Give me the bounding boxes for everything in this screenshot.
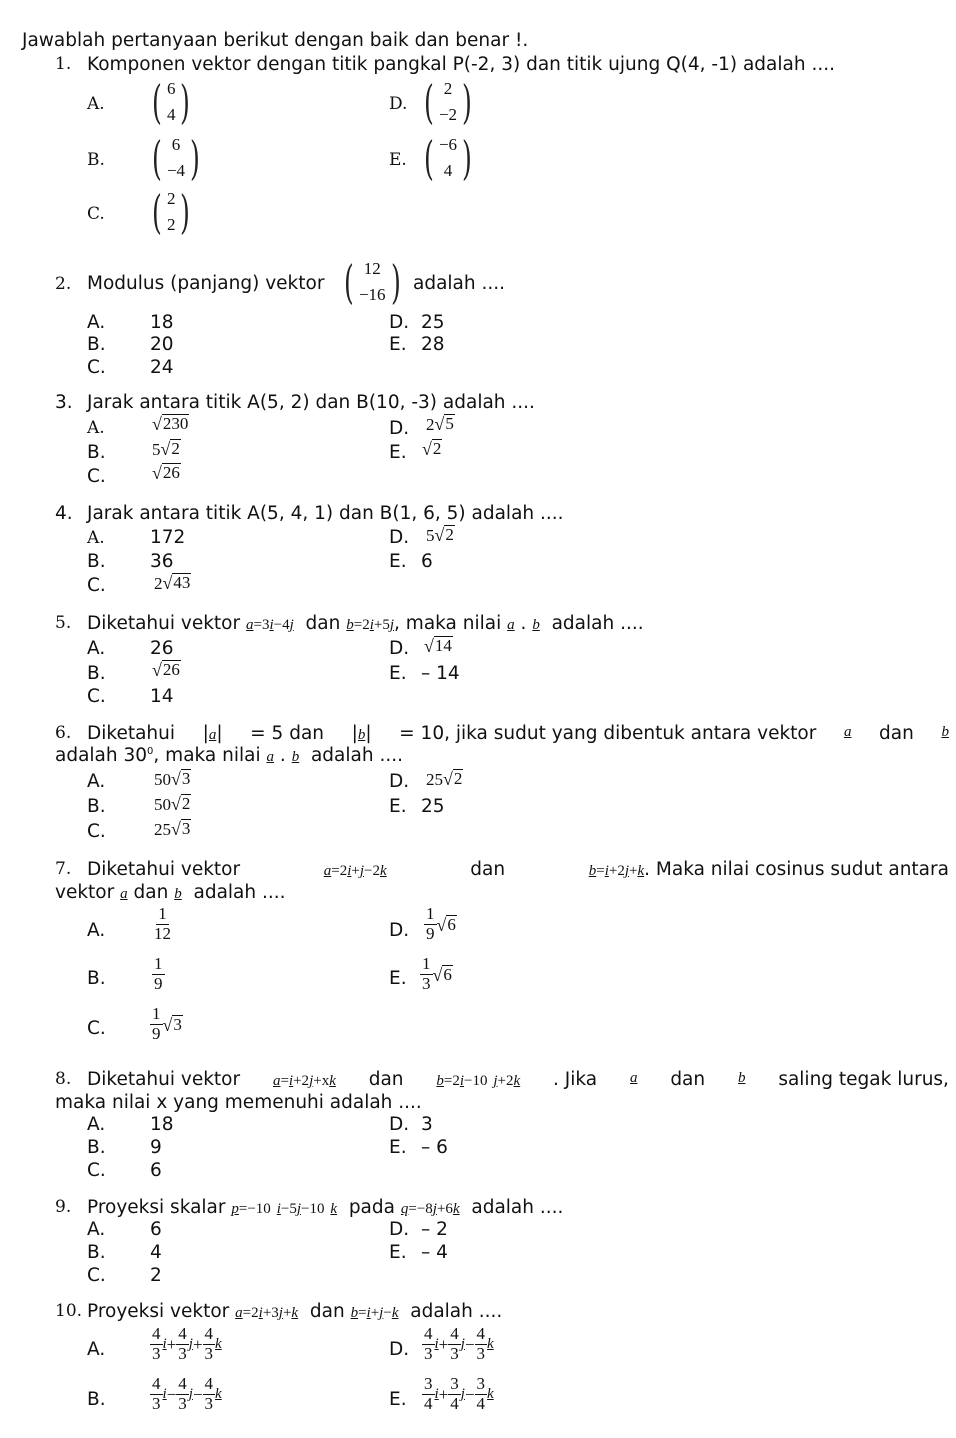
q7-a-label[interactable]: A.: [87, 920, 106, 941]
q2-vector-top: 12: [363, 259, 381, 278]
q2-a-value: 18: [150, 312, 174, 333]
q4-c-value: 2 √ 43: [154, 572, 191, 593]
q4-d-value: 5 √ 2: [426, 524, 454, 545]
q3-b-value: 5 √ 2: [152, 438, 180, 459]
q10-d-label[interactable]: D.: [389, 1339, 410, 1360]
q10-b-label[interactable]: B.: [87, 1389, 106, 1410]
q6-line-2: adalah $30^0$, maka nilai a . b adalah ....: [55, 745, 403, 767]
q2-d-label[interactable]: D.: [389, 312, 410, 333]
q7-line-1: Diketahui vektor a=2i+j−2k dan b=i+2j+k. Maka nilai cosinus sudut antara: [87, 859, 949, 880]
q5-a-label[interactable]: A.: [87, 638, 106, 659]
q6-line-1: Diketahui |a| = 5 dan |b| = 10, jika sudut yang dibentuk antara vektor a dan b: [87, 723, 949, 744]
q9-e-value: – 4: [421, 1242, 448, 1263]
q4-d-label[interactable]: D.: [389, 527, 410, 548]
q10-d-value: $\frac{4}{3}$ i + $\frac{4}{3}$ j − $\frac{4}{3}$ k: [424, 1324, 494, 1363]
q10-b-value: $\frac{4}{3}$ i − $\frac{4}{3}$ j − $\frac{4}{3}$ k: [152, 1374, 222, 1413]
q2-vector-bottom: −16: [358, 285, 386, 304]
q9-c-label[interactable]: C.: [87, 1265, 106, 1286]
q7-a-value: $\frac{1}{12}$: [154, 904, 171, 943]
q5-d-label[interactable]: D.: [389, 638, 410, 659]
q10-number: 10.: [55, 1301, 83, 1321]
q8-c-value: 6: [150, 1160, 162, 1181]
q5-e-value: – 14: [421, 663, 460, 684]
q2-vector: ( 12 −16 ): [344, 255, 401, 309]
q2-d-value: 25: [421, 312, 445, 333]
q8-e-value: – 6: [421, 1137, 448, 1158]
q1-e-top: −6: [438, 135, 458, 154]
q10-a-label[interactable]: A.: [87, 1339, 106, 1360]
instruction: Jawablah pertanyaan berikut dengan baik dan benar !.: [22, 30, 529, 51]
q1-c-top: 2: [166, 189, 176, 208]
q5-c-value: 14: [150, 686, 174, 707]
q8-c-label[interactable]: C.: [87, 1160, 106, 1181]
q5-a-value: 26: [150, 638, 174, 659]
q1-a-label[interactable]: A.: [87, 94, 105, 114]
q5-e-label[interactable]: E.: [389, 663, 407, 684]
q8-b-value: 9: [150, 1137, 162, 1158]
q1-d-label[interactable]: D.: [389, 94, 408, 114]
q1-b-top: 6: [171, 135, 181, 154]
q4-c-label[interactable]: C.: [87, 575, 106, 596]
q4-e-label[interactable]: E.: [389, 551, 407, 572]
q1-a-vector: ( 6 4 ): [152, 75, 191, 129]
q7-number: 7.: [55, 859, 72, 879]
q5-number: 5.: [55, 613, 72, 633]
q9-d-value: – 2: [421, 1219, 448, 1240]
q7-line-2: vektor a dan b adalah ....: [55, 882, 286, 903]
q9-c-value: 2: [150, 1265, 162, 1286]
q5-c-label[interactable]: C.: [87, 686, 106, 707]
q7-d-label[interactable]: D.: [389, 920, 410, 941]
q1-e-vector: ( −6 4 ): [424, 131, 472, 185]
q2-e-value: 28: [421, 334, 445, 355]
q9-a-label[interactable]: A.: [87, 1219, 106, 1240]
q2-number: 2.: [55, 274, 72, 294]
q7-b-value: $\frac{1}{9}$: [154, 954, 163, 993]
q1-e-label[interactable]: E.: [389, 150, 407, 170]
q1-c-label[interactable]: C.: [87, 204, 105, 224]
q10-e-label[interactable]: E.: [389, 1389, 407, 1410]
vector-b-symbol: b: [346, 617, 354, 633]
q6-d-label[interactable]: D.: [389, 771, 410, 792]
q6-b-label[interactable]: B.: [87, 796, 106, 817]
q2-text-before: Modulus (panjang) vektor: [87, 273, 325, 294]
q6-e-value: 25: [421, 796, 445, 817]
q1-a-bottom: 4: [166, 105, 176, 124]
q9-e-label[interactable]: E.: [389, 1242, 407, 1263]
q3-a-value: √ 230: [152, 413, 189, 434]
q8-b-label[interactable]: B.: [87, 1137, 106, 1158]
q6-c-label[interactable]: C.: [87, 821, 106, 842]
q4-text: Jarak antara titik A(5, 4, 1) dan B(1, 6, 5) adalah ....: [87, 503, 564, 524]
q9-d-label[interactable]: D.: [389, 1219, 410, 1240]
q2-c-label[interactable]: C.: [87, 357, 106, 378]
q3-e-value: √ 2: [422, 438, 442, 459]
q7-e-label[interactable]: E.: [389, 968, 407, 989]
q9-number: 9.: [55, 1197, 72, 1217]
q3-text: Jarak antara titik A(5, 2) dan B(10, -3) adalah ....: [87, 392, 535, 413]
q1-d-top: 2: [443, 79, 453, 98]
q1-b-label[interactable]: B.: [87, 150, 105, 170]
q8-a-label[interactable]: A.: [87, 1114, 106, 1135]
q1-text: Komponen vektor dengan titik pangkal P(-2, 3) dan titik ujung Q(4, -1) adalah ....: [87, 54, 835, 75]
q2-b-label[interactable]: B.: [87, 334, 106, 355]
q7-c-value: $\frac{1}{9}$ √ 3: [152, 1004, 182, 1043]
q3-e-label[interactable]: E.: [389, 442, 407, 463]
q4-number: 4.: [55, 503, 73, 524]
q3-a-label[interactable]: A.: [87, 418, 105, 438]
q4-a-value: 172: [150, 527, 186, 548]
q3-d-value: 2 √ 5: [426, 413, 454, 434]
q10-e-value: $\frac{3}{4}$ i + $\frac{3}{4}$ j − $\frac{3}{4}$ k: [424, 1374, 494, 1413]
q1-a-top: 6: [166, 79, 176, 98]
q6-a-value: 50 √ 3: [154, 768, 191, 789]
q6-b-value: 50 √ 2: [154, 793, 191, 814]
q8-e-label[interactable]: E.: [389, 1137, 407, 1158]
q1-c-bottom: 2: [166, 215, 176, 234]
q10-a-value: $\frac{4}{3}$ i + $\frac{4}{3}$ j + $\frac{4}{3}$ k: [152, 1324, 222, 1363]
q8-d-value: 3: [421, 1114, 433, 1135]
q6-d-value: 25 √ 2: [426, 768, 463, 789]
q5-b-label[interactable]: B.: [87, 663, 106, 684]
q5-d-value: √ 14: [424, 635, 452, 656]
q8-line-1: Diketahui vektor a=i+2j+xk dan b=2i−10 j+2k . Jika a dan b saling tegak lurus,: [87, 1069, 949, 1090]
vector-a-symbol: a: [246, 617, 254, 633]
q10-line: Proyeksi vektor a=2i+3j+k dan b=i+j−k adalah ....: [87, 1301, 503, 1322]
q3-c-label[interactable]: C.: [87, 466, 106, 487]
q2-e-label[interactable]: E.: [389, 334, 407, 355]
q7-c-label[interactable]: C.: [87, 1018, 106, 1039]
q7-d-value: $\frac{1}{9}$ √ 6: [426, 904, 456, 943]
q1-e-bottom: 4: [443, 161, 453, 180]
q2-a-label[interactable]: A.: [87, 312, 106, 333]
q9-b-label[interactable]: B.: [87, 1242, 106, 1263]
q8-d-label[interactable]: D.: [389, 1114, 410, 1135]
q9-line: Proyeksi skalar p=−10 i−5j−10 k pada q=−8j+6k adalah ....: [87, 1197, 564, 1218]
q1-number: 1.: [55, 54, 72, 74]
q4-b-label[interactable]: B.: [87, 551, 106, 572]
q8-a-value: 18: [150, 1114, 174, 1135]
q3-b-label[interactable]: B.: [87, 442, 106, 463]
q8-number: 8.: [55, 1069, 72, 1089]
q6-c-value: 25 √ 3: [154, 818, 191, 839]
q6-e-label[interactable]: E.: [389, 796, 407, 817]
q5-line: Diketahui vektor a=3i−4j dan b=2i+5j, maka nilai a . b adalah ....: [87, 613, 644, 634]
q4-b-value: 36: [150, 551, 174, 572]
q3-number: 3.: [55, 392, 73, 413]
q2-b-value: 20: [150, 334, 174, 355]
q9-b-value: 4: [150, 1242, 162, 1263]
q3-c-value: √ 26: [152, 462, 180, 483]
q2-text-after: adalah ....: [413, 273, 506, 294]
q4-a-label[interactable]: A.: [87, 528, 105, 548]
q1-c-vector: ( 2 2 ): [152, 185, 191, 239]
q7-e-value: $\frac{1}{3}$ √ 6: [422, 954, 452, 993]
q1-b-vector: ( 6 −4 ): [152, 131, 200, 185]
q6-number: 6.: [55, 723, 72, 743]
q4-e-value: 6: [421, 551, 433, 572]
q2-c-value: 24: [150, 357, 174, 378]
q7-b-label[interactable]: B.: [87, 968, 106, 989]
q1-d-bottom: −2: [438, 105, 458, 124]
q5-b-value: √ 26: [152, 659, 180, 680]
q6-a-label[interactable]: A.: [87, 771, 106, 792]
q8-line-2: maka nilai x yang memenuhi adalah ....: [55, 1092, 422, 1113]
q3-d-label[interactable]: D.: [389, 418, 410, 439]
q1-b-bottom: −4: [166, 161, 186, 180]
q1-d-vector: ( 2 −2 ): [424, 75, 472, 129]
q9-a-value: 6: [150, 1219, 162, 1240]
